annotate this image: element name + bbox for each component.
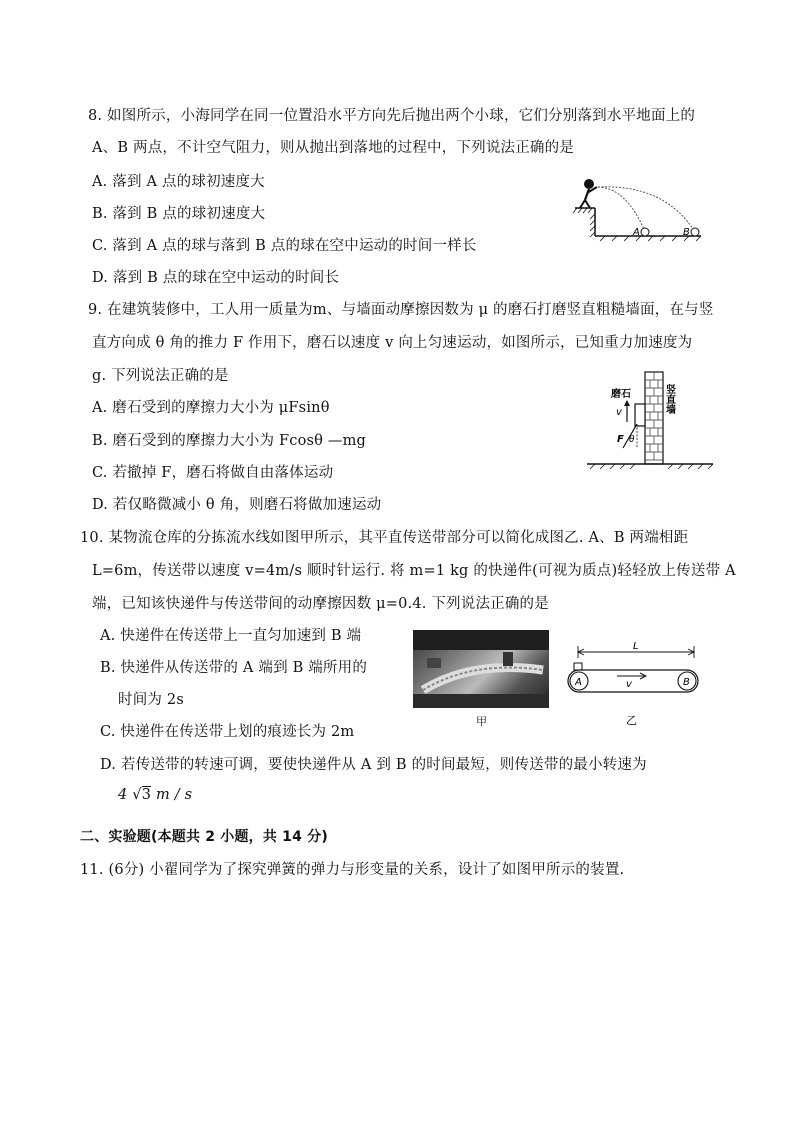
q10-option-d-answer [118,787,192,803]
ball-b [691,228,699,236]
pulley-a-label: A [575,677,582,688]
q8-option-d: D. 落到 B 点的球在空中运动的时间长 [92,270,340,286]
label-b: B [683,227,690,238]
velocity-label: v [616,407,622,418]
answer-unit: m / s [155,787,193,803]
grinding-stone [635,404,645,426]
q10-option-d-line1: D. 若传送带的转速可调，要使快递件从 A 到 B 的时间最短，则传送带的最小转速为 [100,757,647,773]
belt-velocity-label: v [626,679,632,690]
q8-option-b: B. 落到 B 点的球初速度大 [92,206,266,222]
q10-belt-diagram [562,638,704,738]
q10-stem-line2: L=6m，传送带以速度 v=4m/s 顺时针运行. 将 m=1 kg 的快递件(可视为质点)轻轻放上传送带 A [92,563,736,579]
q11-stem: 11. (6分) 小翟同学为了探究弹簧的弹力与形变量的关系，设计了如图甲所示的装置. [80,862,625,878]
q8-projectile-figure [565,170,705,246]
section-2-heading: 二、实验题(本题共 2 小题，共 14 分) [80,829,328,845]
q8-option-c: C. 落到 A 点的球与落到 B 点的球在空中运动的时间一样长 [92,238,477,254]
pulley-b-label: B [683,677,690,688]
theta-label: θ [629,435,635,445]
answer-coefficient: 4 [118,787,128,803]
q8-stem-line1: 8. 如图所示，小海同学在同一位置沿水平方向先后抛出两个小球，它们分别落到水平地面上的 [88,108,696,124]
q8-stem-line2: A、B 两点，不计空气阻力，则从抛出到落地的过程中，下列说法正确的是 [92,140,575,156]
force-label: F [617,434,624,445]
conveyor-photo [413,630,549,708]
q9-option-a: A. 磨石受到的摩擦力大小为 μFsinθ [92,400,330,416]
q9-wall-figure [585,370,715,478]
person-head [584,179,594,189]
q10-stem-line3: 端，已知该快递件与传送带间的动摩擦因数 μ=0.4. 下列说法正确的是 [92,596,549,612]
q10-option-c: C. 快递件在传送带上划的痕迹长为 2m [100,724,355,740]
sqrt-radicand: 3 [141,787,152,803]
length-label: L [633,641,639,652]
q8-option-a: A. 落到 A 点的球初速度大 [92,174,265,190]
q10-option-a: A. 快递件在传送带上一直匀加速到 B 端 [100,628,362,644]
q9-option-c: C. 若撤掉 F，磨石将做自由落体运动 [92,465,334,481]
wall [645,372,663,464]
ball-a [641,228,649,236]
q9-option-b: B. 磨石受到的摩擦力大小为 Fcosθ —mg [92,433,367,449]
sqrt-symbol: √3 [132,787,152,803]
label-a: A [633,227,640,238]
q9-stem-line2: 直方向成 θ 角的推力 F 作用下，磨石以速度 v 向上匀速运动，如图所示，已知重力加速度为 [92,335,693,351]
q9-stem-line1: 9. 在建筑装修中，工人用一质量为m、与墙面动摩擦因数为 μ 的磨石打磨竖直粗糙墙面，在与竖 [88,302,714,318]
stone-label: 磨石 [611,389,631,400]
wall-label: 竖直墙 [663,384,675,414]
q10-option-b-line1: B. 快递件从传送带的 A 端到 B 端所用的 [100,660,368,676]
q10-option-b-line2: 时间为 2s [118,692,184,708]
package-box [574,663,582,670]
diagram-caption-yi: 乙 [626,714,637,727]
q9-option-d: D. 若仅略微减小 θ 角，则磨石将做加速运动 [92,497,382,513]
q9-stem-line3: g. 下列说法正确的是 [92,368,229,384]
photo-caption-jia: 甲 [476,715,488,728]
q10-stem-line1: 10. 某物流仓库的分拣流水线如图甲所示，其平直传送带部分可以简化成图乙. A、B 两端相距 [80,530,689,546]
